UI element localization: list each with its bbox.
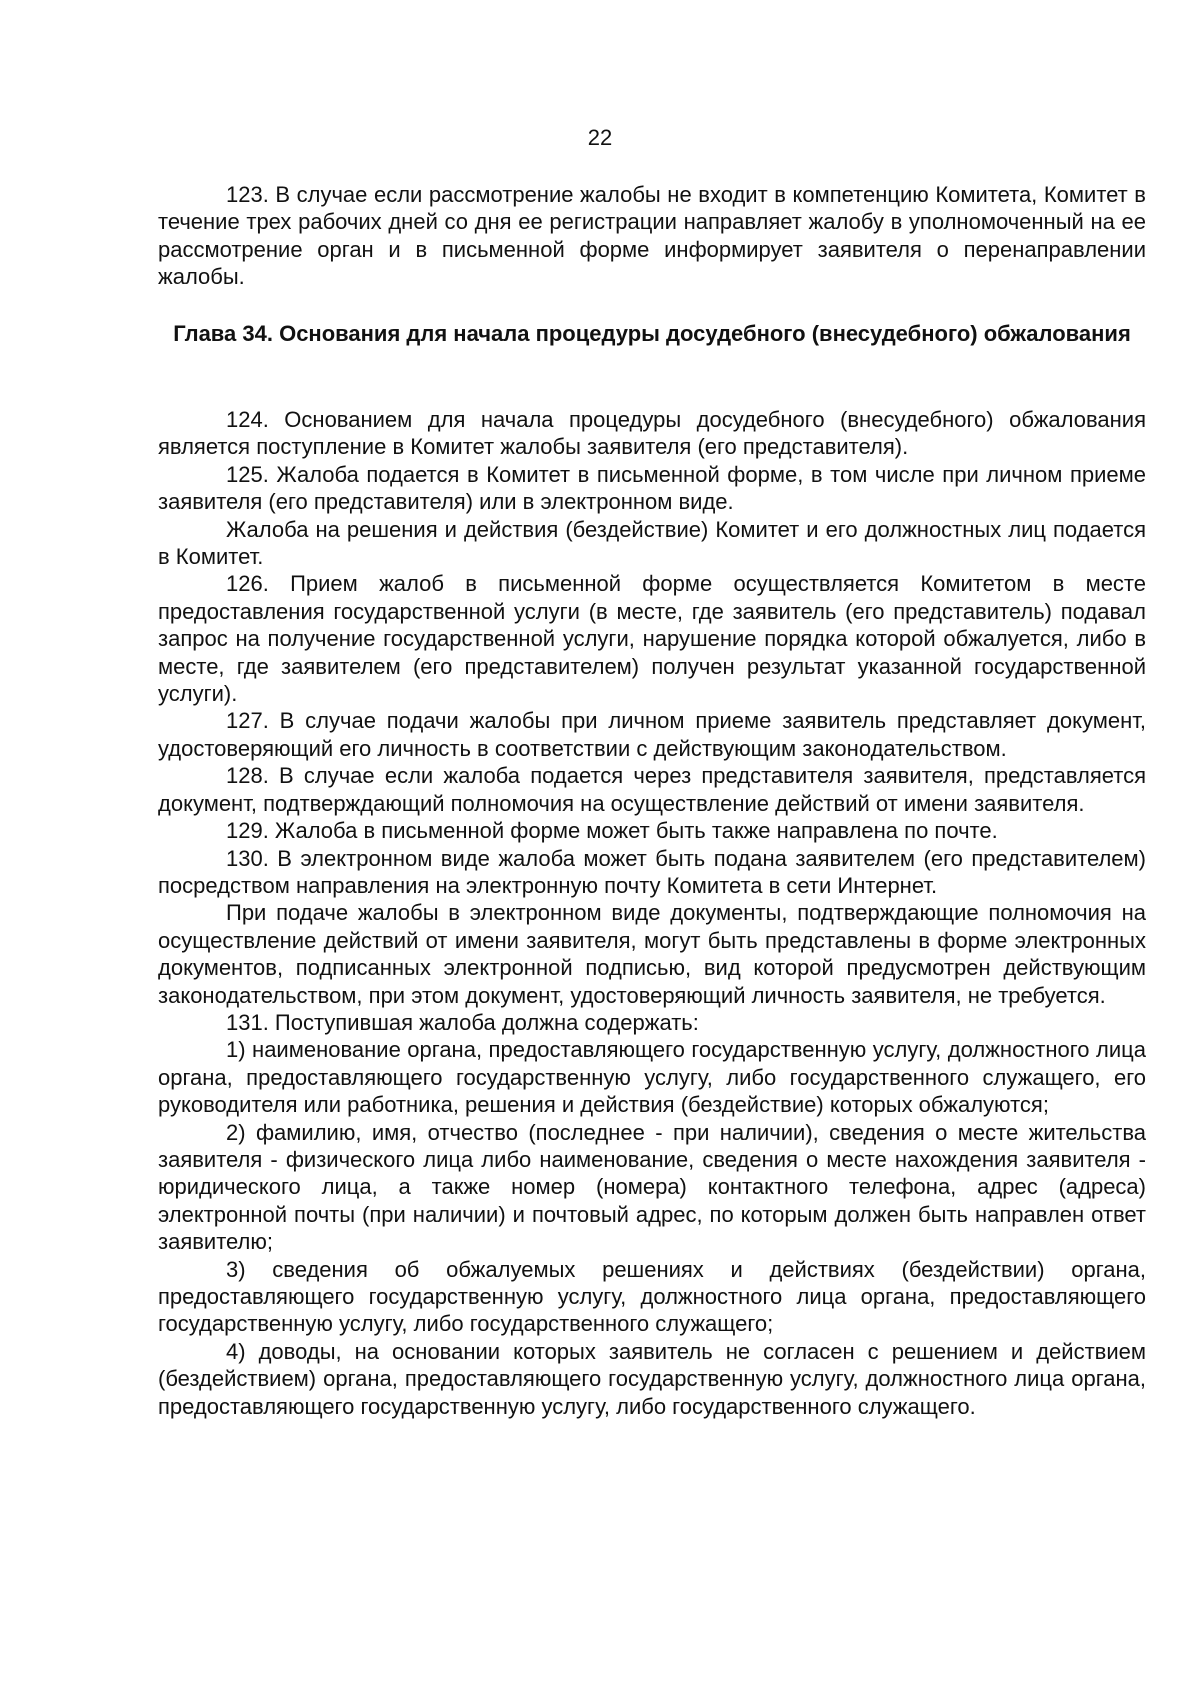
paragraph-123: 123. В случае если рассмотрение жалобы не входит в компетенцию Комитета, Комитет в течение трех рабочих дней со дня ее регистрации направляет жалобу в уполномоченный на ее рассмотрение орган и в письменной форме информирует заявителя о перенаправлении жалобы. [158, 182, 1146, 290]
list-item-2: 2) фамилию, имя, отчество (последнее - при наличии), сведения о месте жительства заявителя - физического лица либо наименование, сведения о месте нахождения заявителя - юридического лица, а также номер (номера) контактного телефона, адрес (адреса) электронной почты (при наличии) и почтовый адрес, по которым должен быть направлен ответ заявителю; [158, 1119, 1146, 1255]
page-number: 22 [587, 125, 613, 150]
paragraph-125-continued: Жалоба на решения и действия (бездействие) Комитет и его должностных лиц подается в Комитет. [158, 516, 1146, 570]
paragraph-124: 124. Основанием для начала процедуры досудебного (внесудебного) обжалования является поступление в Комитет жалобы заявителя (его представителя). [158, 407, 1146, 460]
list-item-1: 1) наименование органа, предоставляющего государственную услугу, должностного лица органа, предоставляющего государственную услугу, либо государственного служащего, его руководителя или работника, решения и действия (бездействие) которых обжалуются; [158, 1037, 1146, 1118]
chapter-title: Глава 34. Основания для начала процедуры досудебного (внесудебного) обжалования [173, 321, 1131, 346]
paragraph-group-main [158, 406, 1146, 1420]
paragraph-group-top [158, 181, 1146, 291]
paragraph-128: 128. В случае если жалоба подается через представителя заявителя, представляется документ, подтверждающий полномочия на осуществление действий от имени заявителя. [158, 763, 1146, 816]
list-item-3: 3) сведения об обжалуемых решениях и действиях (бездействии) органа, предоставляющего государственную услугу, должностного лица органа, предоставляющего государственную услугу, либо государственного служащего; [158, 1256, 1146, 1337]
paragraph-126: 126. Прием жалоб в письменной форме осуществляется Комитетом в месте предоставления государственной услуги (в месте, где заявитель (его представитель) подавал запрос на получение государственной услуги, нарушение порядка которой обжалуется, либо в месте, где заявителем (его представителем) получен результат указанной государственной услуги). [158, 571, 1146, 707]
paragraph-127: 127. В случае подачи жалобы при личном приеме заявитель представляет документ, удостоверяющий его личность в соответствии с действующим законодательством. [158, 708, 1146, 761]
list-item-4: 4) доводы, на основании которых заявитель не согласен с решением и действием (бездействием) органа, предоставляющего государственную услугу, должностного лица органа, предоставляющего государственную услугу, либо государственного служащего. [158, 1338, 1146, 1419]
paragraph-131: 131. Поступившая жалоба должна содержать: [226, 1009, 699, 1035]
paragraph-129: 129. Жалоба в письменной форме может быть также направлена по почте. [226, 818, 998, 844]
paragraph-125: 125. Жалоба подается в Комитет в письменной форме, в том числе при личном приеме заявителя (его представителя) или в электронном виде. [158, 461, 1146, 515]
paragraph-130: 130. В электронном виде жалоба может быть подана заявителем (его представителем) посредством направления на электронную почту Комитета в сети Интернет. [158, 845, 1146, 898]
paragraph-130-continued: При подаче жалобы в электронном виде документы, подтверждающие полномочия на осуществление действий от имени заявителя, могут быть представлены в форме электронных документов, подписанных электронной подписью, вид которой предусмотрен действующим законодательством, при этом документ, удостоверяющий личность заявителя, не требуется. [158, 900, 1146, 1008]
